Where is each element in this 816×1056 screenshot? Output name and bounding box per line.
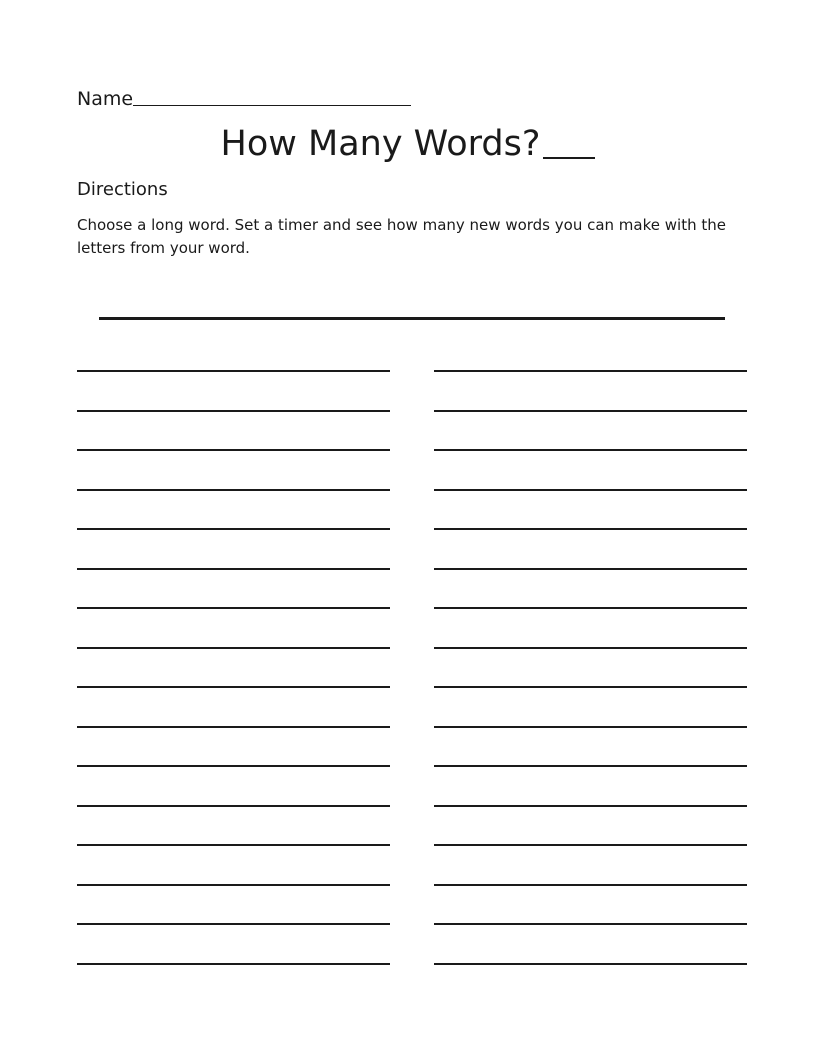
answer-line[interactable] bbox=[434, 647, 747, 649]
answer-line[interactable] bbox=[77, 489, 390, 491]
answer-line[interactable] bbox=[77, 923, 390, 925]
long-word-line[interactable] bbox=[99, 317, 725, 320]
answer-line[interactable] bbox=[77, 844, 390, 846]
answer-line[interactable] bbox=[434, 923, 747, 925]
answer-line[interactable] bbox=[434, 805, 747, 807]
answer-line[interactable] bbox=[434, 528, 747, 530]
answer-line[interactable] bbox=[434, 963, 747, 965]
answer-line[interactable] bbox=[77, 726, 390, 728]
answer-line[interactable] bbox=[434, 568, 747, 570]
answer-line[interactable] bbox=[77, 370, 390, 372]
answer-line[interactable] bbox=[434, 884, 747, 886]
page-title: How Many Words? bbox=[220, 124, 541, 164]
title-row bbox=[0, 122, 816, 166]
answer-line[interactable] bbox=[77, 449, 390, 451]
answer-line[interactable] bbox=[77, 686, 390, 688]
answer-line[interactable] bbox=[77, 410, 390, 412]
directions-heading: Directions bbox=[77, 179, 168, 200]
answer-line[interactable] bbox=[434, 726, 747, 728]
answer-line[interactable] bbox=[77, 647, 390, 649]
answer-line[interactable] bbox=[77, 765, 390, 767]
answer-line[interactable] bbox=[77, 963, 390, 965]
answer-line[interactable] bbox=[434, 449, 747, 451]
answer-line[interactable] bbox=[434, 686, 747, 688]
answer-line[interactable] bbox=[77, 528, 390, 530]
answer-line[interactable] bbox=[77, 805, 390, 807]
directions-text: Choose a long word. Set a timer and see how many new words you can make with the letters from your word. bbox=[77, 216, 726, 257]
answer-column-left bbox=[77, 370, 390, 1002]
answer-line[interactable] bbox=[77, 568, 390, 570]
name-label: Name bbox=[77, 88, 134, 110]
name-blank-line[interactable] bbox=[133, 105, 411, 106]
answer-line[interactable] bbox=[434, 844, 747, 846]
answer-line[interactable] bbox=[77, 884, 390, 886]
answer-column-right bbox=[434, 370, 747, 1002]
answer-line[interactable] bbox=[434, 607, 747, 609]
answer-line[interactable] bbox=[434, 410, 747, 412]
answer-line[interactable] bbox=[434, 489, 747, 491]
answer-line[interactable] bbox=[434, 370, 747, 372]
word-count-blank-line[interactable] bbox=[543, 157, 595, 159]
name-field[interactable] bbox=[77, 86, 411, 110]
answer-line[interactable] bbox=[434, 765, 747, 767]
answer-line[interactable] bbox=[77, 607, 390, 609]
